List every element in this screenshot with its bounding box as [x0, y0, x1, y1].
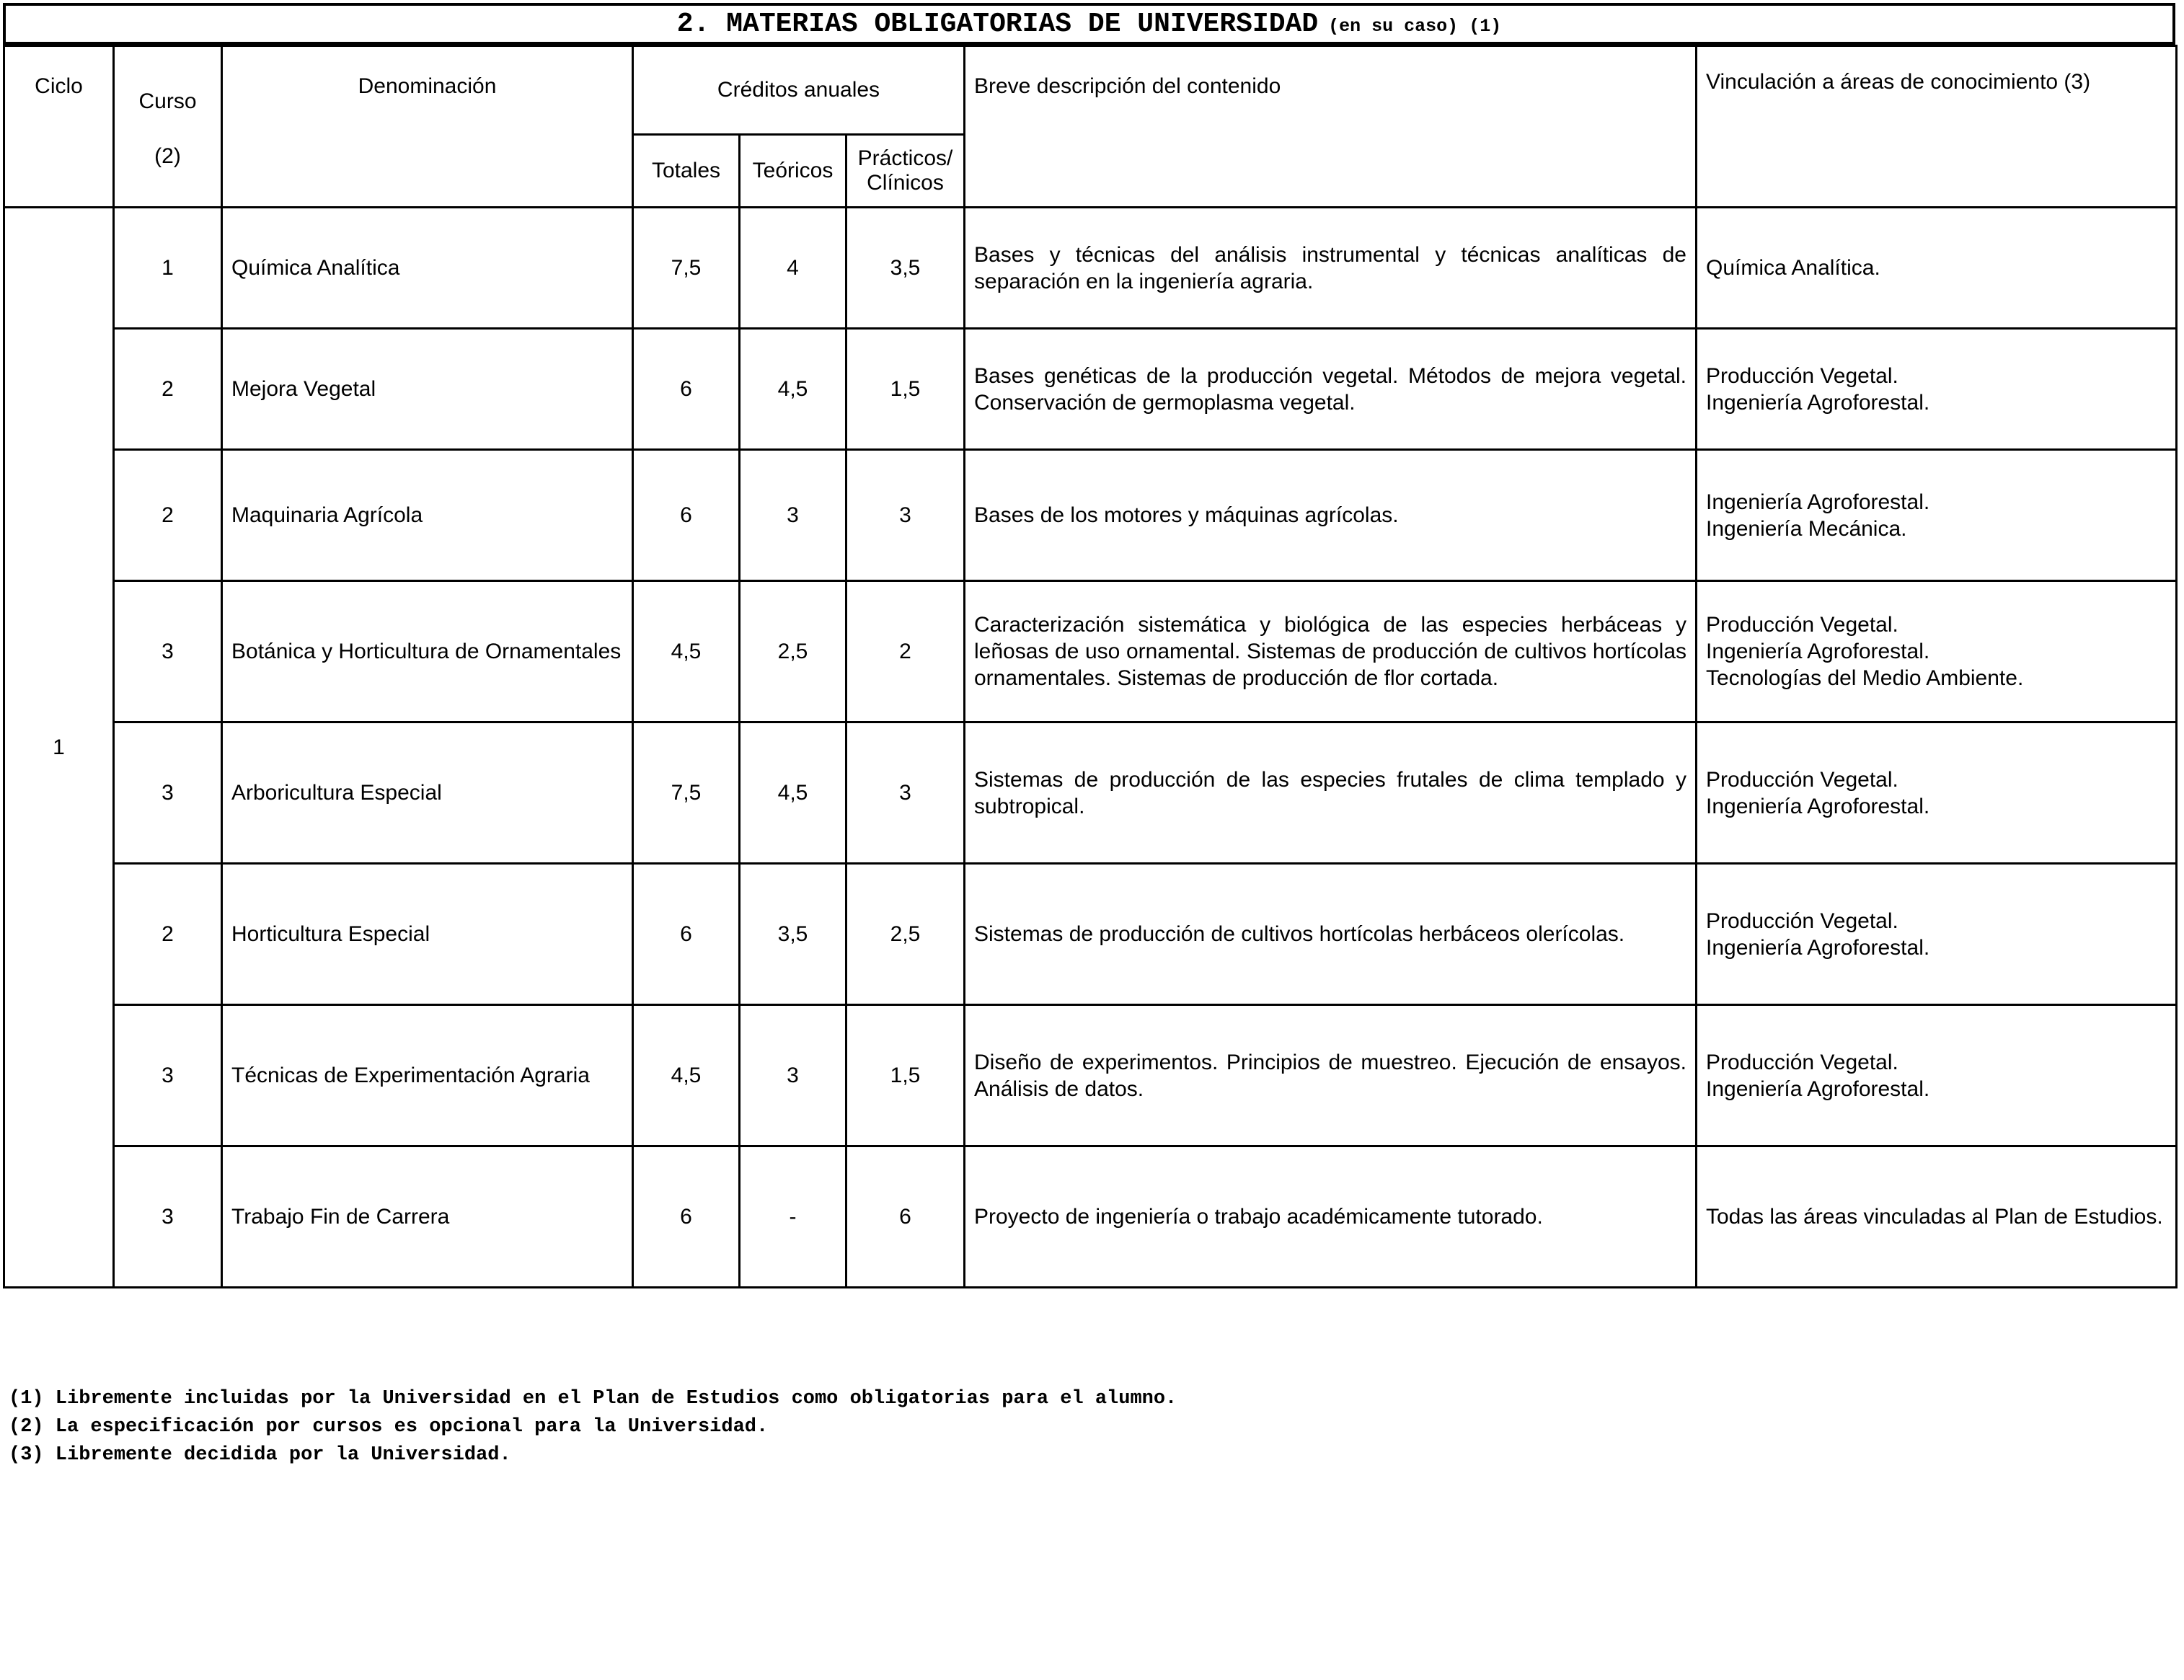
- footnote-2: (2) La especificación por cursos es opcional para la Universidad.: [9, 1416, 769, 1438]
- table-row: [4, 722, 2177, 864]
- area-item: Producción Vegetal.: [1706, 908, 1898, 933]
- header-denominacion: Denominación: [222, 46, 633, 208]
- header-creditos-anuales: Créditos anuales: [633, 46, 965, 135]
- cell-areas: [1697, 581, 2177, 722]
- table-row: [4, 1005, 2177, 1146]
- area-item: Química Analítica.: [1706, 256, 1880, 280]
- cell-areas: [1697, 1005, 2177, 1146]
- cell-areas: [1697, 329, 2177, 450]
- cell-denominacion: Trabajo Fin de Carrera: [222, 1146, 633, 1288]
- area-item: Todas las áreas vinculadas al Plan de Estudios.: [1706, 1205, 2163, 1229]
- cell-denominacion: Arboricultura Especial: [222, 722, 633, 864]
- cell-denominacion: Maquinaria Agrícola: [222, 450, 633, 581]
- cell-denominacion: Horticultura Especial: [222, 864, 633, 1005]
- cell-totales: 6: [633, 1146, 740, 1288]
- table-row: [4, 450, 2177, 581]
- cell-practicos: 6: [846, 1146, 965, 1288]
- section-title-sub: (en su caso) (1): [1328, 16, 1502, 37]
- ciclo-value: 1: [4, 208, 114, 1288]
- section-title: [3, 3, 2175, 45]
- cell-teoricos: 2,5: [740, 581, 846, 722]
- header-vinculacion: Vinculación a áreas de conocimiento (3): [1697, 46, 2177, 208]
- cell-totales: 6: [633, 329, 740, 450]
- footnote-3: (3) Libremente decidida por la Universidad.: [9, 1444, 511, 1466]
- header-curso: [114, 46, 222, 208]
- area-item: Tecnologías del Medio Ambiente.: [1706, 666, 2024, 690]
- area-item: Producción Vegetal.: [1706, 1050, 1898, 1074]
- area-item: Ingeniería Agroforestal.: [1706, 490, 1930, 514]
- cell-curso: 2: [114, 864, 222, 1005]
- materias-table: [3, 45, 2178, 1288]
- cell-totales: 6: [633, 864, 740, 1005]
- cell-denominacion: Botánica y Horticultura de Ornamentales: [222, 581, 633, 722]
- cell-curso: 3: [114, 1146, 222, 1288]
- header-ciclo: Ciclo: [4, 46, 114, 208]
- cell-areas: [1697, 450, 2177, 581]
- cell-descripcion: Caracterización sistemática y biológica de las especies herbáceas y leñosas de uso ornamental. Sistemas de producción de cultivos hortícolas ornamentales. Sistemas de producción de flor cortada.: [965, 581, 1697, 722]
- header-curso-note: (2): [154, 144, 181, 168]
- cell-practicos: 2,5: [846, 864, 965, 1005]
- cell-curso: 1: [114, 208, 222, 329]
- cell-curso: 3: [114, 722, 222, 864]
- cell-descripcion: Bases de los motores y máquinas agrícolas.: [965, 450, 1697, 581]
- cell-totales: 7,5: [633, 722, 740, 864]
- area-item: Ingeniería Agroforestal.: [1706, 794, 1930, 818]
- table-row: [4, 1146, 2177, 1288]
- cell-denominacion: Técnicas de Experimentación Agraria: [222, 1005, 633, 1146]
- cell-teoricos: 4,5: [740, 329, 846, 450]
- cell-curso: 2: [114, 329, 222, 450]
- cell-totales: 4,5: [633, 1005, 740, 1146]
- table-row: [4, 329, 2177, 450]
- cell-descripcion: Sistemas de producción de cultivos hortícolas herbáceos olerícolas.: [965, 864, 1697, 1005]
- cell-areas: [1697, 864, 2177, 1005]
- cell-teoricos: 3,5: [740, 864, 846, 1005]
- cell-descripcion: Diseño de experimentos. Principios de muestreo. Ejecución de ensayos. Análisis de datos.: [965, 1005, 1697, 1146]
- cell-totales: 4,5: [633, 581, 740, 722]
- table-row: [4, 581, 2177, 722]
- cell-practicos: 1,5: [846, 329, 965, 450]
- table-row: [4, 208, 2177, 329]
- header-practicos: Prácticos/ Clínicos: [846, 135, 965, 208]
- cell-descripcion: Bases genéticas de la producción vegetal. Métodos de mejora vegetal. Conservación de germoplasma vegetal.: [965, 329, 1697, 450]
- cell-practicos: 2: [846, 581, 965, 722]
- header-teoricos: Teóricos: [740, 135, 846, 208]
- cell-practicos: 3: [846, 450, 965, 581]
- table-header: [4, 46, 2177, 208]
- cell-teoricos: -: [740, 1146, 846, 1288]
- cell-teoricos: 3: [740, 450, 846, 581]
- footnotes: [9, 1329, 1177, 1526]
- area-item: Ingeniería Agroforestal.: [1706, 390, 1930, 415]
- footnote-1: (1) Libremente incluidas por la Universidad en el Plan de Estudios como obligatorias para el alumno.: [9, 1388, 1177, 1410]
- section-title-main: 2. MATERIAS OBLIGATORIAS DE UNIVERSIDAD: [676, 9, 1319, 40]
- cell-curso: 3: [114, 581, 222, 722]
- header-curso-label: Curso: [138, 89, 197, 113]
- cell-curso: 3: [114, 1005, 222, 1146]
- area-item: Ingeniería Agroforestal.: [1706, 1076, 1930, 1101]
- table-body: [4, 208, 2177, 1288]
- cell-areas: [1697, 722, 2177, 864]
- area-item: Ingeniería Agroforestal.: [1706, 640, 1930, 663]
- cell-totales: 7,5: [633, 208, 740, 329]
- cell-descripcion: Proyecto de ingeniería o trabajo académicamente tutorado.: [965, 1146, 1697, 1288]
- header-totales: Totales: [633, 135, 740, 208]
- cell-teoricos: 3: [740, 1005, 846, 1146]
- cell-areas: [1697, 208, 2177, 329]
- cell-practicos: 1,5: [846, 1005, 965, 1146]
- cell-practicos: 3,5: [846, 208, 965, 329]
- header-descripcion: Breve descripción del contenido: [965, 46, 1697, 208]
- cell-areas: [1697, 1146, 2177, 1288]
- area-item: Ingeniería Mecánica.: [1706, 516, 1907, 541]
- cell-teoricos: 4,5: [740, 722, 846, 864]
- area-item: Producción Vegetal.: [1706, 363, 1898, 388]
- table-row: [4, 864, 2177, 1005]
- cell-practicos: 3: [846, 722, 965, 864]
- cell-teoricos: 4: [740, 208, 846, 329]
- cell-descripcion: Sistemas de producción de las especies frutales de clima templado y subtropical.: [965, 722, 1697, 864]
- area-item: Producción Vegetal.: [1706, 613, 1898, 637]
- cell-totales: 6: [633, 450, 740, 581]
- area-item: Producción Vegetal.: [1706, 767, 1898, 792]
- area-item: Ingeniería Agroforestal.: [1706, 935, 1930, 960]
- cell-denominacion: Mejora Vegetal: [222, 329, 633, 450]
- cell-descripcion: Bases y técnicas del análisis instrumental y técnicas analíticas de separación en la ingeniería agraria.: [965, 208, 1697, 329]
- cell-denominacion: Química Analítica: [222, 208, 633, 329]
- cell-curso: 2: [114, 450, 222, 581]
